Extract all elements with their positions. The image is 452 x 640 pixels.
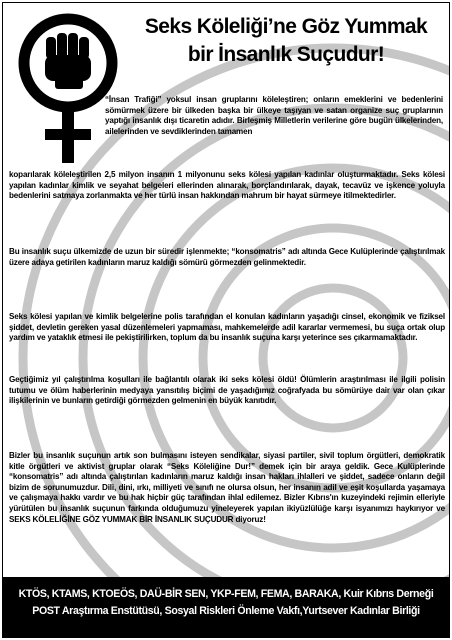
paragraph-1-bottom: koparılarak köleleştirilen 2,5 milyon insanın 1 milyonunu seks kölesi yapılan kadınlar oluşturmaktadır. Seks kölesi yapılan kadınlar kimlik ve seyahat belgeleri ellerinden alınarak, borçlandırılarak, dayak, tecavüz ve işkence yoluyla bedenlerini satmaya zorlanmakta ve her türlü insan hakkından mahrum bir hayat sürmeye itilmektedirler.: [9, 170, 445, 201]
poster: [2, 2, 450, 638]
paragraph-3: Seks kölesi yapılan ve kimlik belgelerine polis tarafından el konulan kadınların yaşadığı cinsel, ekonomik ve fiziksel şiddet, devletin gereken yasal düzenlemeleri yapmaması, mahkemelerde adil kararlar vermemesi, bu suça ortak olup yardım ve yataklık etmesi ile pekiştirilirken, toplum da bu insanlık suçuna karşı yeterince ses çıkarmamaktadır.: [9, 312, 445, 343]
poster-title: [127, 13, 445, 69]
footer-line-2: POST Araştırma Enstütüsü, Sosyal Riskleri Önleme Vakfı,Yurtsever Kadınlar Birliği: [32, 605, 420, 617]
venus-fist-icon: [13, 11, 123, 171]
footer-signatories: [3, 577, 449, 637]
title-line-1: Seks Köleliği’ne Göz Yummak: [144, 15, 428, 38]
paragraph-1-top: “İnsan Trafiği” yoksul insan gruplarını köleleştiren; onların emeklerini ve bedenlerini sömürmek üzere bir ülkeden başka bir ülkeye taşıyan ve satan organize suç gruplarının yaptığı insanlık dışı ticaretin adıdır. Birleşmiş Milletlerin verilerine göre bugün ülkelerinden, ailelerinden ve sevdiklerinden tamamen: [105, 95, 443, 136]
paragraph-2: Bu insanlık suçu ülkemizde de uzun bir süredir işlenmekte; “konsomatris” adı altında Gece Kulüplerinde çalıştırılmak üzere adaya getirilen kadınların maruz kaldığı sömürü görmezden gelinmektedir.: [9, 247, 445, 267]
title-line-2: bir İnsanlık Suçudur!: [187, 43, 385, 66]
paragraph-5: Bizler bu insanlık suçunun artık son bulmasını isteyen sendikalar, siyasi partiler, sivil toplum örgütleri, demokratik kitle örgütleri ve aktivist gruplar olarak “Seks Köleliğine Dur!” demek için bir araya geldik. Gece Kulüplerinde “konsomatris” adı altında çalıştırılan kadınların maruz kaldığı insan hakları ihlalleri ve şiddet, sadece onların değil bizim de sorunumuzdur. Dili, dini, ırkı, milliyeti ve sınıfı ne olursa olsun, her insanın adil ve eşit koşullarda yaşamaya ve çalışmaya hakkı vardır ve bu hak hiçbir güç tarafından ihlal edilemez. Bizler Kıbrıs'ın kuzeyindeki rejimin elleriyle yürütülen bu insanlık suçunun farkında olduğumuzu yineleyerek yapılan ikiyüzlülüğe karşı isyanımızı haykırıyor ve SEKS KÖLELİĞİNE GÖZ YUMMAK BİR İNSANLIK SUÇUDUR diyoruz!: [9, 451, 445, 524]
paragraph-4: Geçtiğimiz yıl çalıştırılma koşulları ile bağlantılı olarak iki seks kölesi öldü! Ölümlerin araştırılması ile ilgili polisin tutumu ve ölüm haberlerinin medyaya yansıtılış biçimi de yaşadığımız coğrafyada bu sömürüye dair var olan çıkar ilişkilerinin ve bunların getirdiği görmezden gelmenin en büyük kanıtıdır.: [9, 375, 445, 406]
footer-line-1: KTÖS, KTAMS, KTOEÖS, DAÜ-BİR SEN, YKP-FEM, FEMA, BARAKA, Kuir Kıbrıs Derneği: [18, 588, 434, 600]
